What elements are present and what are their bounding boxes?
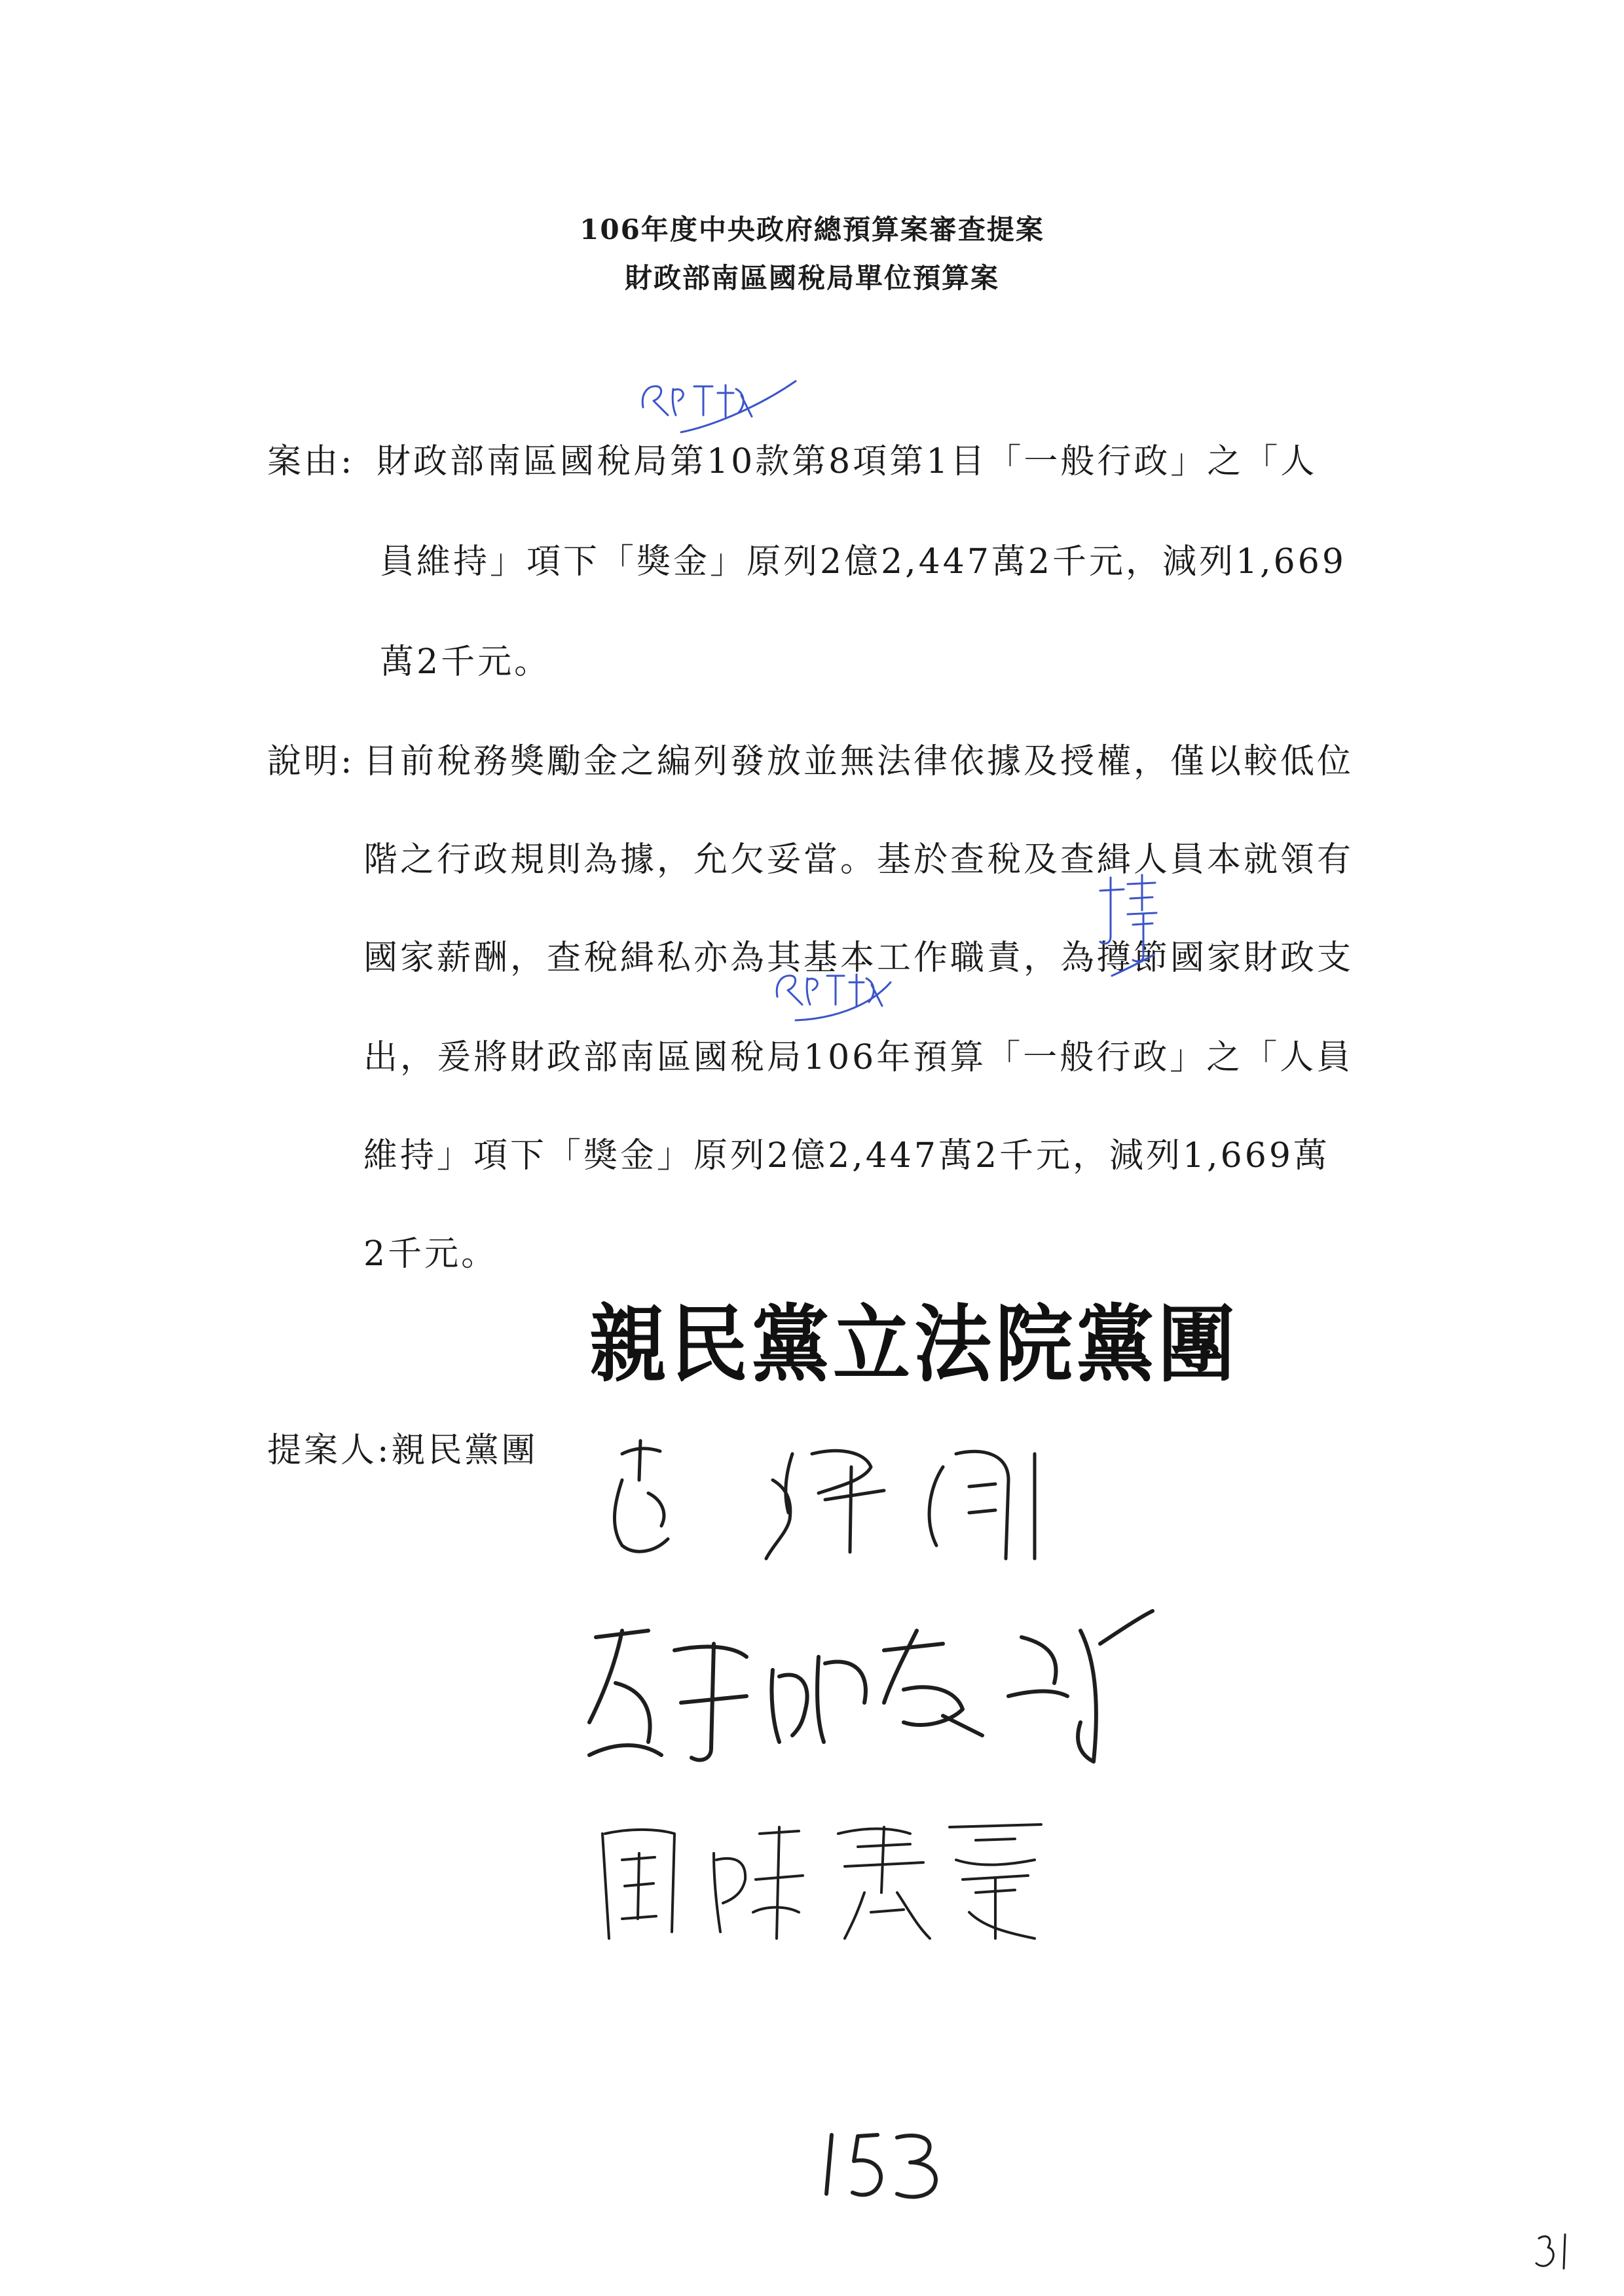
explanation-label: 說明: — [267, 742, 355, 781]
proposal-label: 案由: — [267, 442, 355, 481]
signature-2 — [576, 1591, 1166, 1781]
explanation-line-5: 維持」項下「獎金」原列2億2,447萬2千元，減列1,669萬 — [363, 1136, 1330, 1176]
doc-title-line2: 財政部南區國稅局單位預算案 — [624, 262, 999, 294]
handwritten-corner-mark — [1532, 2227, 1578, 2279]
explanation-line-4: 出，爰將財政部南區國稅局106年預算「一般行政」之「人員 — [363, 1038, 1354, 1077]
handwritten-page-number — [812, 2122, 956, 2207]
proposer-label: 提案人:親民黨團 — [267, 1431, 538, 1470]
explanation-line-6: 2千元。 — [363, 1234, 498, 1274]
explanation-line-1: 目前稅務獎勵金之編列發放並無法律依據及授權，僅以較低位 — [363, 742, 1354, 781]
proposal-line-1: 財政部南區國稅局第10款第8項第1目「一般行政」之「人 — [377, 442, 1318, 481]
proposal-line-3: 萬2千元。 — [380, 642, 551, 682]
review-annotation-1 — [635, 367, 805, 452]
explanation-line-3: 國家薪酬，查稅緝私亦為其基本工作職責，為撙節國家財政支 — [363, 938, 1354, 978]
explanation-line-2: 階之行政規則為據，允欠妥當。基於查稅及查緝人員本就領有 — [363, 840, 1354, 880]
review-annotation-2 — [769, 956, 900, 1041]
party-stamp: 親民黨立法院黨團 — [589, 1295, 1240, 1394]
signature-3 — [583, 1807, 1054, 1958]
proposal-line-2: 員維持」項下「獎金」原列2億2,447萬2千元，減列1,669 — [380, 542, 1346, 582]
signature-1 — [576, 1428, 1074, 1578]
strike-mark — [1107, 943, 1159, 989]
doc-title-line1: 106年度中央政府總預算案審查提案 — [580, 213, 1044, 246]
